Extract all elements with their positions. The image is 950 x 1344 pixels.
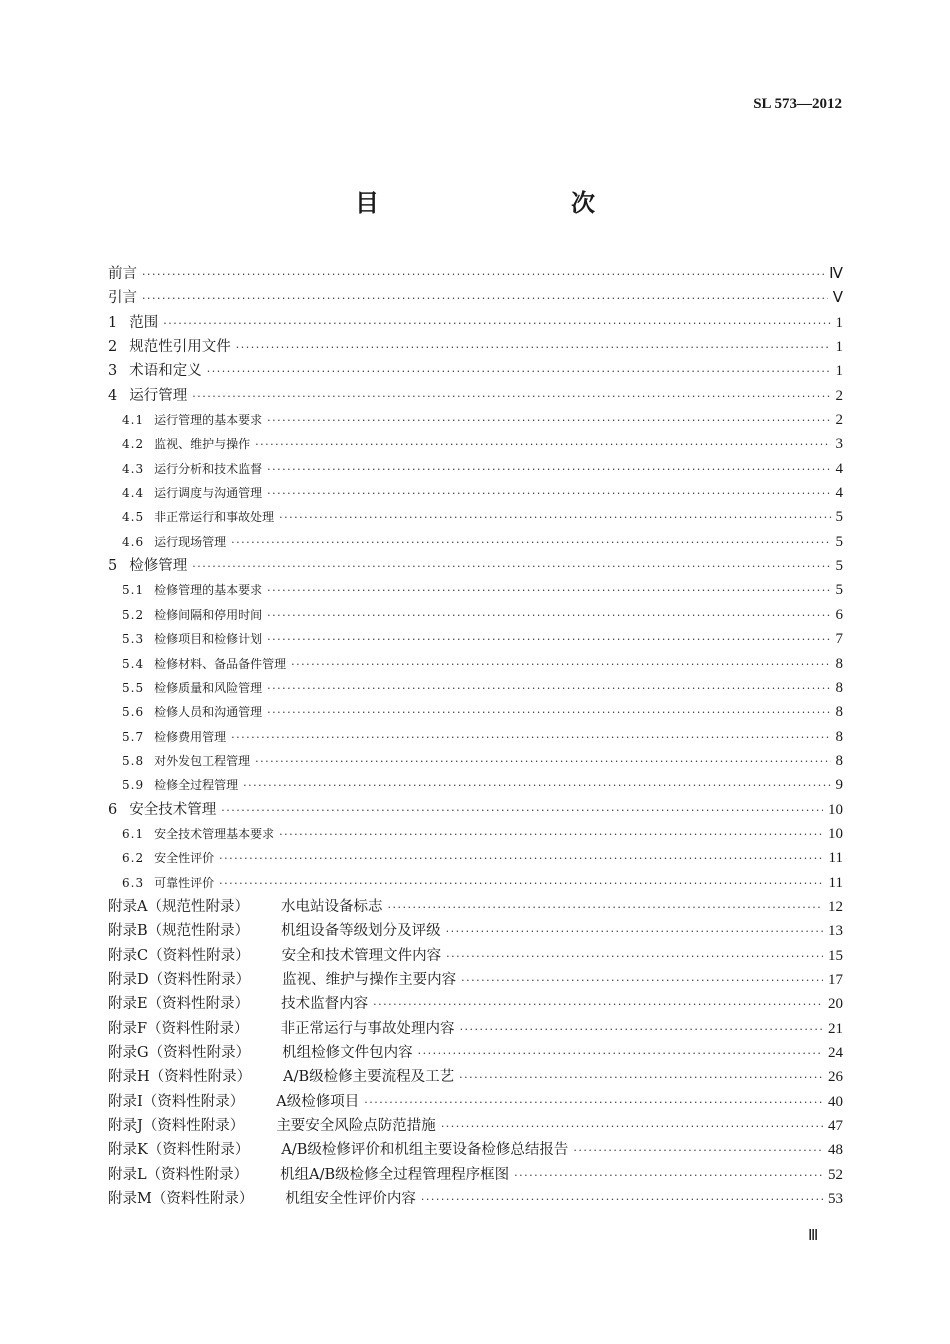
toc-page-number: 12 — [828, 898, 843, 915]
toc-entry[interactable] — [108, 286, 843, 310]
toc-entry-title: A级检修项目 — [276, 1093, 360, 1110]
toc-section-number: 3 — [108, 363, 118, 380]
toc-leader-dots — [441, 1115, 823, 1139]
toc-entry-label — [122, 676, 262, 700]
toc-entry[interactable] — [108, 773, 843, 797]
toc-section-number: 5.5 — [122, 680, 145, 695]
toc-entry-title: 对外发包工程管理 — [154, 753, 251, 768]
toc-appendix-id: 附录G（资料性附录） — [108, 1045, 251, 1061]
toc-entry-label — [108, 1163, 509, 1187]
toc-entry-label — [108, 919, 441, 943]
toc-entry[interactable] — [108, 676, 843, 700]
toc-page-number: 1 — [835, 339, 843, 356]
toc-entry[interactable] — [108, 846, 843, 870]
toc-entry-title: 监视、维护与操作主要内容 — [282, 971, 457, 988]
toc-page-number: 2 — [835, 387, 843, 404]
toc-page-number: 6 — [835, 606, 843, 623]
toc-section-number: 6.3 — [122, 875, 145, 890]
toc-entry[interactable] — [108, 871, 843, 895]
toc-appendix-id: 附录A（规范性附录） — [108, 898, 249, 915]
toc-leader-dots — [267, 677, 830, 701]
toc-leader-dots — [373, 993, 823, 1017]
toc-entry[interactable] — [108, 554, 843, 578]
toc-entry-label — [122, 578, 262, 602]
toc-entry-title: 水电站设备标志 — [280, 898, 383, 915]
toc-page-number: 8 — [835, 704, 843, 721]
toc-entry-label — [122, 408, 262, 432]
toc-section-number: 5 — [108, 558, 118, 575]
toc-page-number: 4 — [835, 485, 843, 502]
toc-entry[interactable] — [108, 1187, 843, 1211]
toc-entry[interactable] — [108, 432, 843, 456]
toc-entry-label — [108, 384, 187, 408]
toc-entry-title: 机组设备等级划分及评级 — [281, 923, 441, 940]
toc-entry-title: 运行现场管理 — [154, 534, 227, 549]
toc-leader-dots — [459, 1066, 823, 1090]
toc-entry-label — [108, 311, 158, 335]
toc-entry[interactable] — [108, 700, 843, 724]
toc-entry-label — [108, 798, 216, 822]
page-folio: Ⅲ — [808, 1228, 819, 1244]
toc-entry[interactable] — [108, 749, 843, 773]
toc-appendix-id: 附录E（资料性附录） — [108, 996, 250, 1013]
toc-entry[interactable] — [108, 652, 843, 676]
toc-entry[interactable] — [108, 1138, 843, 1162]
toc-entry-label — [108, 335, 231, 359]
toc-entry-label — [122, 505, 274, 529]
toc-entry-label — [108, 1114, 436, 1138]
toc-page-number: 8 — [835, 655, 843, 672]
toc-entry-title: A/B级检修主要流程及工艺 — [283, 1069, 455, 1086]
toc-entry-label — [108, 262, 137, 286]
toc-entry-title: A/B级检修评价和机组主要设备检修总结报告 — [281, 1142, 569, 1159]
document-number: SL 573—2012 — [753, 96, 842, 112]
toc-page-number: 5 — [835, 509, 843, 526]
toc-page-number: 21 — [828, 1020, 843, 1037]
toc-entry-label — [108, 992, 368, 1016]
toc-entry[interactable] — [108, 603, 843, 627]
toc-leader-dots — [221, 799, 823, 823]
toc-appendix-id: 附录L（资料性附录） — [108, 1166, 249, 1183]
toc-entry-title: 规范性引用文件 — [129, 339, 231, 356]
toc-entry[interactable] — [108, 311, 843, 335]
toc-entry-label — [122, 530, 226, 554]
toc-entry-label — [122, 432, 250, 456]
toc-entry-title: 非正常运行和事故处理 — [154, 510, 275, 525]
toc-leader-dots — [231, 531, 830, 555]
toc-page-number: Ⅴ — [832, 290, 843, 307]
toc-leader-dots — [573, 1139, 823, 1163]
toc-page-number: Ⅳ — [829, 266, 843, 282]
toc-entry[interactable] — [108, 1017, 843, 1041]
toc-section-number: 6 — [108, 801, 118, 818]
toc-section-number: 5.3 — [122, 632, 145, 647]
toc-page-number: 11 — [828, 850, 843, 867]
toc-entry-title: 主要安全风险点防范措施 — [276, 1118, 436, 1135]
toc-page-number: 3 — [835, 436, 843, 453]
table-of-contents — [108, 262, 843, 1211]
toc-section-number: 6.1 — [122, 826, 145, 841]
toc-entry-label — [108, 286, 137, 310]
toc-entry-label — [122, 627, 262, 651]
toc-entry-label — [122, 749, 250, 773]
toc-leader-dots — [142, 287, 828, 311]
toc-entry-label — [108, 944, 441, 968]
toc-entry[interactable] — [108, 725, 843, 749]
toc-entry-title: 可靠性评价 — [154, 875, 215, 890]
toc-entry[interactable] — [108, 919, 843, 943]
toc-entry[interactable] — [108, 262, 843, 286]
toc-entry-label — [108, 1138, 568, 1162]
toc-entry-title: 检修质量和风险管理 — [154, 680, 263, 695]
toc-section-number: 5.8 — [122, 753, 145, 768]
toc-page-number: 9 — [835, 777, 843, 794]
toc-leader-dots — [460, 1018, 823, 1042]
toc-section-number: 4.4 — [122, 486, 145, 501]
toc-page-number: 1 — [835, 363, 843, 380]
toc-entry[interactable] — [108, 457, 843, 481]
toc-entry[interactable] — [108, 1163, 843, 1187]
toc-leader-dots — [255, 433, 830, 457]
toc-entry[interactable] — [108, 798, 843, 822]
toc-entry[interactable] — [108, 359, 843, 383]
toc-leader-dots — [514, 1164, 823, 1188]
toc-page-number: 52 — [828, 1166, 843, 1183]
toc-leader-dots — [279, 506, 830, 530]
toc-section-number: 4.5 — [122, 510, 145, 525]
toc-leader-dots — [279, 823, 823, 847]
toc-leader-dots — [243, 774, 830, 798]
toc-page-number: 48 — [828, 1142, 843, 1159]
toc-page-number: 2 — [835, 412, 843, 429]
toc-entry[interactable] — [108, 822, 843, 846]
toc-page-number: 7 — [835, 631, 843, 648]
toc-appendix-id: 附录F（资料性附录） — [108, 1020, 249, 1037]
toc-entry-label — [108, 1041, 413, 1065]
toc-entry-title: 范围 — [129, 314, 159, 331]
toc-section-number: 2 — [108, 339, 118, 356]
toc-entry[interactable] — [108, 530, 843, 554]
toc-entry-label — [108, 1187, 416, 1211]
toc-appendix-id: 附录B（规范性附录） — [108, 923, 250, 940]
toc-entry-label — [122, 603, 262, 627]
toc-entry[interactable] — [108, 895, 843, 919]
toc-entry-title: 前言 — [108, 266, 137, 282]
toc-section-number: 4.2 — [122, 437, 145, 452]
toc-entry-title: 监视、维护与操作 — [154, 437, 251, 452]
toc-entry[interactable] — [108, 1041, 843, 1065]
toc-entry-title: 检修管理 — [129, 558, 188, 575]
toc-entry-label — [122, 773, 238, 797]
toc-page-number: 10 — [828, 801, 843, 818]
toc-entry-label — [122, 846, 214, 870]
toc-leader-dots — [267, 628, 830, 652]
toc-entry-title: 安全技术管理基本要求 — [154, 826, 275, 841]
toc-section-number: 4.1 — [122, 413, 145, 428]
toc-entry[interactable] — [108, 384, 843, 408]
toc-entry-title: 运行分析和技术监督 — [154, 461, 263, 476]
toc-entry-title: 检修材料、备品备件管理 — [154, 656, 287, 671]
toc-entry[interactable] — [108, 944, 843, 968]
toc-entry-label — [122, 725, 226, 749]
toc-entry-title: 安全性评价 — [154, 851, 215, 866]
toc-appendix-id: 附录K（资料性附录） — [108, 1142, 250, 1159]
toc-page-number: 5 — [835, 558, 843, 575]
toc-entry-label — [108, 895, 382, 919]
toc-entry-title: 引言 — [108, 290, 137, 307]
toc-page-number: 15 — [828, 947, 843, 964]
toc-entry-title: 安全和技术管理文件内容 — [281, 947, 442, 964]
toc-page-number: 8 — [835, 728, 843, 745]
toc-page-number: 5 — [835, 533, 843, 550]
toc-entry-title: 检修人员和沟通管理 — [154, 705, 263, 720]
toc-entry[interactable] — [108, 335, 843, 359]
toc-entry-label — [108, 554, 187, 578]
toc-entry[interactable] — [108, 505, 843, 529]
toc-entry[interactable] — [108, 408, 843, 432]
toc-appendix-id: 附录C（资料性附录） — [108, 947, 250, 964]
toc-entry[interactable] — [108, 1090, 843, 1114]
toc-leader-dots — [236, 336, 831, 360]
toc-entry[interactable] — [108, 992, 843, 1016]
toc-leader-dots — [219, 847, 823, 871]
toc-page-number: 4 — [835, 460, 843, 477]
toc-leader-dots — [163, 312, 830, 336]
toc-leader-dots — [267, 701, 830, 725]
toc-entry-title: 检修项目和检修计划 — [154, 632, 263, 647]
toc-leader-dots — [267, 482, 830, 506]
toc-section-number: 5.7 — [122, 729, 145, 744]
toc-page-number: 8 — [835, 752, 843, 769]
toc-page-number: 24 — [828, 1045, 843, 1061]
toc-entry-title: 运行调度与沟通管理 — [154, 486, 263, 501]
toc-appendix-id: 附录M（资料性附录） — [108, 1191, 254, 1208]
toc-entry[interactable] — [108, 968, 843, 992]
toc-entry[interactable] — [108, 1065, 843, 1089]
toc-entry-label — [108, 359, 202, 383]
toc-section-number: 6.2 — [122, 851, 145, 866]
toc-entry-title: 机组安全性评价内容 — [285, 1191, 416, 1208]
toc-appendix-id: 附录D（资料性附录） — [108, 971, 251, 988]
toc-entry-label — [122, 481, 262, 505]
toc-entry-label — [108, 1065, 454, 1089]
toc-section-number: 4.3 — [122, 461, 145, 476]
toc-entry[interactable] — [108, 627, 843, 651]
toc-leader-dots — [364, 1091, 823, 1115]
toc-entry-title: 检修全过程管理 — [154, 778, 239, 793]
toc-section-number: 5.4 — [122, 656, 145, 671]
toc-leader-dots — [267, 604, 830, 628]
toc-leader-dots — [142, 263, 824, 287]
toc-entry-title: 安全技术管理 — [129, 801, 217, 818]
toc-page-number: 13 — [828, 923, 843, 940]
toc-page-number: 40 — [828, 1093, 843, 1110]
toc-leader-dots — [192, 385, 830, 409]
toc-entry[interactable] — [108, 1114, 843, 1138]
toc-entry-title: 检修管理的基本要求 — [154, 583, 263, 598]
toc-entry-label — [108, 1017, 455, 1041]
toc-entry-title: 术语和定义 — [129, 363, 202, 380]
toc-entry-label — [122, 822, 274, 846]
toc-page-number: 5 — [835, 582, 843, 599]
toc-leader-dots — [461, 969, 823, 993]
toc-entry-label — [108, 968, 456, 992]
toc-leader-dots — [267, 409, 830, 433]
toc-entry-label — [122, 700, 262, 724]
toc-entry-title: 非正常运行与事故处理内容 — [280, 1020, 455, 1037]
toc-leader-dots — [418, 1042, 823, 1066]
toc-leader-dots — [421, 1188, 823, 1212]
toc-entry-title: 运行管理的基本要求 — [154, 413, 263, 428]
toc-entry[interactable] — [108, 481, 843, 505]
toc-entry-title: 检修间隔和停用时间 — [154, 607, 263, 622]
toc-entry[interactable] — [108, 578, 843, 602]
page-title: 目 次 — [355, 189, 643, 217]
toc-entry-title: 机组检修文件包内容 — [282, 1045, 413, 1061]
toc-section-number: 4 — [108, 387, 118, 404]
toc-section-number: 4.6 — [122, 534, 145, 549]
toc-leader-dots — [219, 872, 823, 896]
toc-page-number: 10 — [828, 825, 843, 842]
toc-leader-dots — [446, 920, 823, 944]
toc-leader-dots — [255, 750, 830, 774]
toc-page-number: 47 — [828, 1118, 843, 1135]
toc-leader-dots — [192, 555, 830, 579]
toc-entry-label — [108, 1090, 359, 1114]
toc-section-number: 5.2 — [122, 607, 145, 622]
toc-leader-dots — [231, 726, 830, 750]
toc-entry-title: 技术监督内容 — [281, 996, 369, 1013]
toc-appendix-id: 附录J（资料性附录） — [108, 1118, 245, 1135]
toc-page-number: 11 — [828, 874, 843, 891]
toc-appendix-id: 附录I（资料性附录） — [108, 1093, 245, 1110]
toc-entry-label — [122, 871, 214, 895]
toc-entry-title: 机组A/B级检修全过程管理程序框图 — [280, 1166, 510, 1183]
toc-leader-dots — [291, 653, 830, 677]
toc-page-number: 1 — [835, 314, 843, 331]
toc-page-number: 26 — [828, 1069, 843, 1086]
toc-appendix-id: 附录H（资料性附录） — [108, 1069, 252, 1086]
toc-entry-title: 检修费用管理 — [154, 729, 227, 744]
toc-leader-dots — [446, 945, 823, 969]
toc-page-number: 8 — [835, 679, 843, 696]
toc-leader-dots — [267, 579, 830, 603]
toc-entry-label — [122, 652, 286, 676]
toc-page-number: 53 — [828, 1191, 843, 1208]
toc-page-number: 17 — [828, 971, 843, 988]
toc-section-number: 5.6 — [122, 705, 145, 720]
toc-page-number: 20 — [828, 996, 843, 1013]
toc-section-number: 5.9 — [122, 778, 145, 793]
toc-entry-label — [122, 457, 262, 481]
toc-leader-dots — [267, 458, 830, 482]
toc-entry-title: 运行管理 — [129, 387, 188, 404]
toc-leader-dots — [387, 896, 823, 920]
toc-section-number: 1 — [108, 314, 118, 331]
toc-leader-dots — [207, 360, 831, 384]
toc-section-number: 5.1 — [122, 583, 145, 598]
